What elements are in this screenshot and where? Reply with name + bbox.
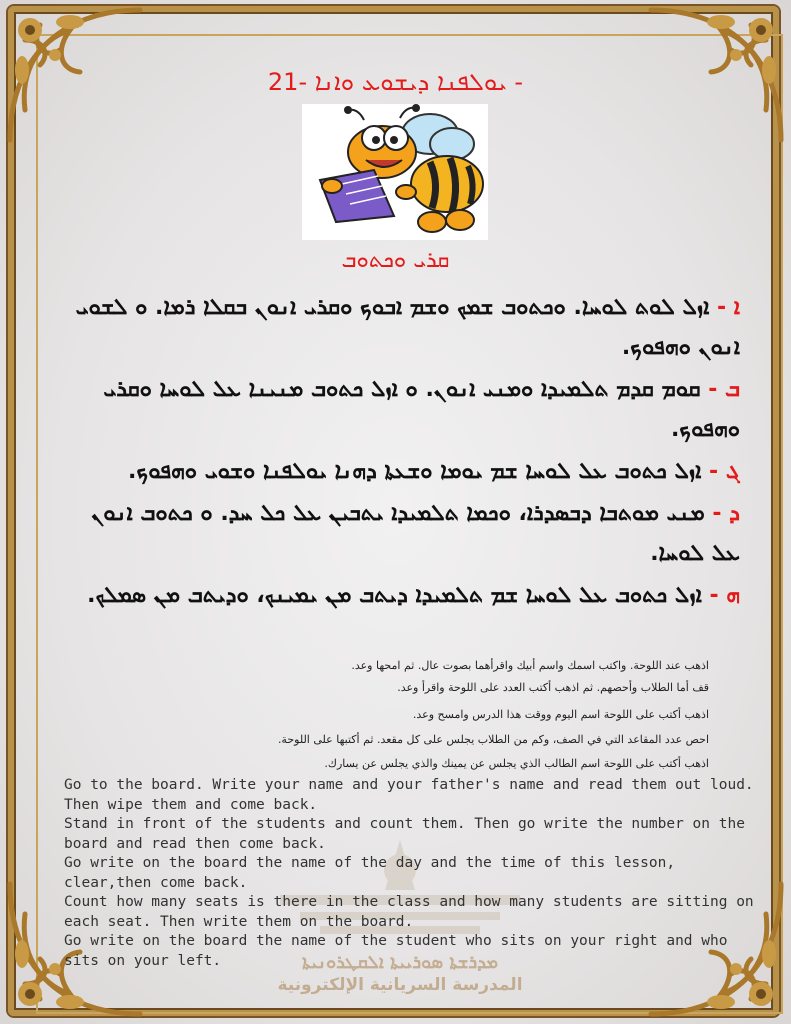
- syriac-text: ܩܘܡ ܩܕܡ ܬܠܡܝܕܐ ܘܡܢܝ ܐܢܘܢ. ܘ ܐܙܠ ܟܬܘܒ ܡܢܝܢܐ ܥܠ ܠܘܚܐ ܘܩܪܝ ܘܗܦܘܟ.: [103, 377, 740, 442]
- arabic-line-4: احص عدد المقاعد التي في الصف، وكم من الطلاب يجلس على كل مقعد. ثم أكتبها على اللوحة.: [277, 733, 709, 746]
- english-line-2: Stand in front of the students and count them. Then go write the number on the board and read then come back.: [64, 816, 745, 852]
- watermark-arabic: المدرسة السريانية الإلكترونية: [277, 975, 523, 995]
- line-number: ܓ -: [709, 459, 740, 484]
- line-number: ܗ -: [709, 583, 740, 608]
- english-line-1: Go to the board. Write your name and your father's name and read them out loud. Then wipe them and come back.: [64, 777, 754, 813]
- syriac-line-3: [70, 452, 740, 492]
- syriac-line-1: [70, 288, 740, 368]
- english-line-3: Go write on the board the name of the day and the time of this lesson, clear,then come back.: [64, 855, 676, 891]
- syriac-line-4: [70, 494, 740, 574]
- syriac-text: ܐܙܠ ܟܬܘܒ ܥܠ ܠܘܚܐ ܫܡ ܝܘܡܐ ܘܫܥܬܐ ܕܗܢܐ ܝܘܠܦܢܐ ܘܫܘܝ ܘܗܦܘܟ.: [128, 459, 702, 484]
- syriac-line-2: [70, 370, 740, 450]
- line-number: ܒ -: [708, 377, 740, 402]
- watermark-syriac: ܡܕܪܫܬܐ ܣܘܪܝܝܬܐ ܐܠܩܛܪܘܢܝܬܐ: [301, 952, 499, 973]
- syriac-text: ܐܙܠ ܟܬܘܒ ܥܠ ܠܘܚܐ ܫܡ ܬܠܡܝܕܐ ܕܝܬܒ ܡܢ ܝܡܝܢܟ، ܘܕܝܬܒ ܡܢ ܣܡܠܟ.: [87, 583, 702, 608]
- section-heading: ܩܪܝ ܘܟܬܘܒ: [341, 248, 450, 273]
- arabic-line-1: اذهب عند اللوحة. واكتب اسمك واسم أبيك واقرأهما بصوت عال. ثم امحها وعد.: [351, 659, 709, 672]
- english-line-5: Go write on the board the name of the student who sits on your right and who sits on your left.: [64, 933, 728, 969]
- line-number: ܐ -: [717, 295, 740, 320]
- arabic-line-5: اذهب أكتب على اللوحة اسم الطالب الذي يجلس عن يمينك والذي يجلس عن يسارك.: [324, 757, 709, 770]
- syriac-text: ܡܢܝ ܡܘܬܒܐ ܕܒܣܕܪܐ، ܘܟܡܐ ܬܠܡܝܕܐ ܝܬܒܝܢ ܥܠ ܟܠ ܚܕ. ܘ ܟܬܘܒ ܐܢܘܢ ܥܠ ܠܘܚܐ.: [91, 501, 740, 566]
- lesson-title: ܝܘܠܦܢܐ ܕܝܫܘܥ ܘܐܢܐ -21 -: [267, 68, 524, 96]
- bee-reading-book-icon: [302, 104, 488, 240]
- syriac-text: ܐܙܠ ܠܘܬ ܠܘܚܐ. ܘܟܬܘܒ ܫܡܟ ܘܫܡ ܐܒܘܟ ܘܩܪܝ ܐܢܘܢ ܒܩܠܐ ܪܡܐ. ܘ ܠܫܘܝ ܐܢܘܢ ܘܗܦܘܟ.: [75, 295, 740, 360]
- arabic-line-3: اذهب أكتب على اللوحة اسم اليوم ووقت هذا الدرس وامسح وعد.: [412, 708, 709, 721]
- english-line-4: Count how many seats is there in the class and how many students are sitting on each seat. Then write them on the board.: [64, 894, 754, 930]
- syriac-line-5: [70, 576, 740, 616]
- arabic-line-2: قف أما الطلاب وأحصهم. ثم اذهب أكتب العدد على اللوحة واقرأ وعد.: [397, 681, 709, 694]
- english-instructions: [64, 776, 754, 971]
- line-number: ܕ -: [712, 501, 740, 526]
